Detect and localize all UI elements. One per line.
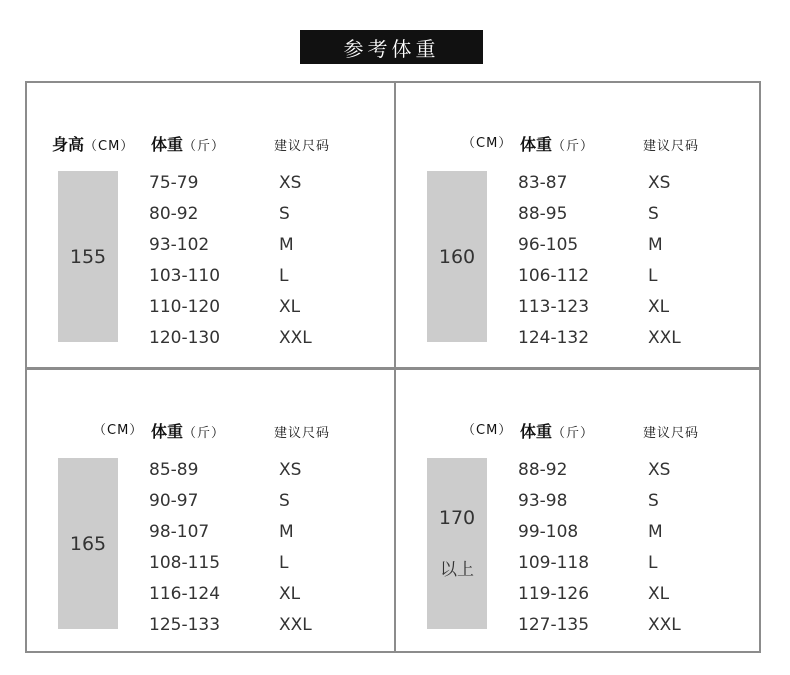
weight-cell: 75-79	[149, 172, 199, 193]
size-cell: S	[648, 490, 659, 511]
table-row	[149, 609, 339, 640]
size-cell: L	[648, 552, 658, 573]
size-cell: XS	[648, 172, 671, 193]
size-cell: S	[279, 203, 290, 224]
weight-header-unit: （斤）	[552, 426, 595, 441]
height-header	[462, 132, 512, 151]
weight-header-label: 体重	[520, 135, 553, 154]
table-row	[518, 547, 708, 578]
weight-header	[151, 132, 225, 155]
size-header: 建议尺码	[274, 426, 331, 441]
weight-cell: 106-112	[518, 265, 590, 286]
size-rows	[149, 454, 339, 640]
size-cell: L	[279, 265, 289, 286]
size-cell: XXL	[279, 614, 312, 635]
height-box	[58, 458, 118, 629]
weight-header	[520, 419, 594, 442]
size-header: 建议尺码	[643, 139, 700, 154]
size-cell: S	[648, 203, 659, 224]
size-rows	[149, 167, 339, 353]
table-row	[149, 198, 339, 229]
size-cell: XL	[279, 296, 301, 317]
weight-cell: 85-89	[149, 459, 199, 480]
weight-cell: 93-102	[149, 234, 210, 255]
size-header: 建议尺码	[274, 139, 331, 154]
weight-cell: 98-107	[149, 521, 210, 542]
size-header: 建议尺码	[643, 426, 700, 441]
table-row	[149, 229, 339, 260]
height-suffix: 以上	[440, 560, 474, 580]
table-row	[518, 198, 708, 229]
size-cell: L	[279, 552, 289, 573]
height-value: 160	[438, 245, 476, 268]
size-cell: XS	[648, 459, 671, 480]
size-rows	[518, 454, 708, 640]
table-row	[149, 578, 339, 609]
height-header-unit: （CM）	[93, 423, 144, 438]
table-row	[518, 291, 708, 322]
table-row	[518, 485, 708, 516]
height-header	[93, 419, 143, 438]
table-row	[518, 454, 708, 485]
table-row	[518, 167, 708, 198]
weight-cell: 125-133	[149, 614, 221, 635]
height-header-unit: （CM）	[84, 139, 135, 154]
size-cell: XXL	[648, 614, 681, 635]
height-value: 170	[438, 507, 476, 529]
size-panel-165	[27, 370, 394, 654]
weight-cell: 113-123	[518, 296, 590, 317]
height-header-unit: （CM）	[462, 423, 513, 438]
size-rows	[518, 167, 708, 353]
weight-cell: 124-132	[518, 327, 590, 348]
height-header	[52, 132, 134, 155]
weight-cell: 99-108	[518, 521, 579, 542]
size-panel-170	[396, 370, 763, 654]
table-row	[518, 516, 708, 547]
weight-cell: 103-110	[149, 265, 221, 286]
weight-cell: 110-120	[149, 296, 221, 317]
weight-header-label: 体重	[520, 422, 553, 441]
height-header	[462, 419, 512, 438]
height-header-label: 身高	[52, 135, 85, 154]
table-row	[149, 547, 339, 578]
weight-cell: 120-130	[149, 327, 221, 348]
weight-cell: 96-105	[518, 234, 579, 255]
weight-cell: 116-124	[149, 583, 221, 604]
weight-cell: 127-135	[518, 614, 590, 635]
weight-cell: 93-98	[518, 490, 568, 511]
table-row	[149, 485, 339, 516]
weight-header-label: 体重	[151, 422, 184, 441]
size-cell: M	[648, 234, 663, 255]
weight-header-unit: （斤）	[552, 139, 595, 154]
size-cell: XL	[648, 583, 670, 604]
size-cell: XL	[279, 583, 301, 604]
height-value: 155	[69, 245, 107, 268]
weight-header-unit: （斤）	[183, 139, 226, 154]
table-row	[149, 454, 339, 485]
weight-cell: 88-95	[518, 203, 568, 224]
weight-cell: 88-92	[518, 459, 568, 480]
height-value: 165	[69, 532, 107, 555]
size-cell: L	[648, 265, 658, 286]
table-row	[518, 609, 708, 640]
table-row	[518, 578, 708, 609]
size-panel-160	[396, 83, 763, 367]
size-cell: XXL	[648, 327, 681, 348]
size-cell: XL	[648, 296, 670, 317]
height-header-unit: （CM）	[462, 136, 513, 151]
page-title: 参考体重	[300, 30, 483, 64]
height-box	[427, 458, 487, 629]
size-cell: M	[279, 521, 294, 542]
size-panel-155	[27, 83, 394, 367]
weight-header-label: 体重	[151, 135, 184, 154]
weight-cell: 119-126	[518, 583, 590, 604]
size-cell: S	[279, 490, 290, 511]
size-cell: XS	[279, 172, 302, 193]
weight-cell: 83-87	[518, 172, 568, 193]
weight-header-unit: （斤）	[183, 426, 226, 441]
table-row	[518, 322, 708, 353]
table-row	[149, 291, 339, 322]
table-row	[149, 516, 339, 547]
weight-header	[151, 419, 225, 442]
table-row	[149, 322, 339, 353]
weight-header	[520, 132, 594, 155]
size-cell: M	[279, 234, 294, 255]
size-cell: XS	[279, 459, 302, 480]
table-row	[518, 229, 708, 260]
height-box	[58, 171, 118, 342]
weight-cell: 108-115	[149, 552, 221, 573]
size-cell: M	[648, 521, 663, 542]
height-box	[427, 171, 487, 342]
weight-cell: 109-118	[518, 552, 590, 573]
size-cell: XXL	[279, 327, 312, 348]
weight-cell: 80-92	[149, 203, 199, 224]
table-row	[149, 260, 339, 291]
size-chart-grid	[25, 81, 761, 653]
weight-cell: 90-97	[149, 490, 199, 511]
table-row	[518, 260, 708, 291]
table-row	[149, 167, 339, 198]
